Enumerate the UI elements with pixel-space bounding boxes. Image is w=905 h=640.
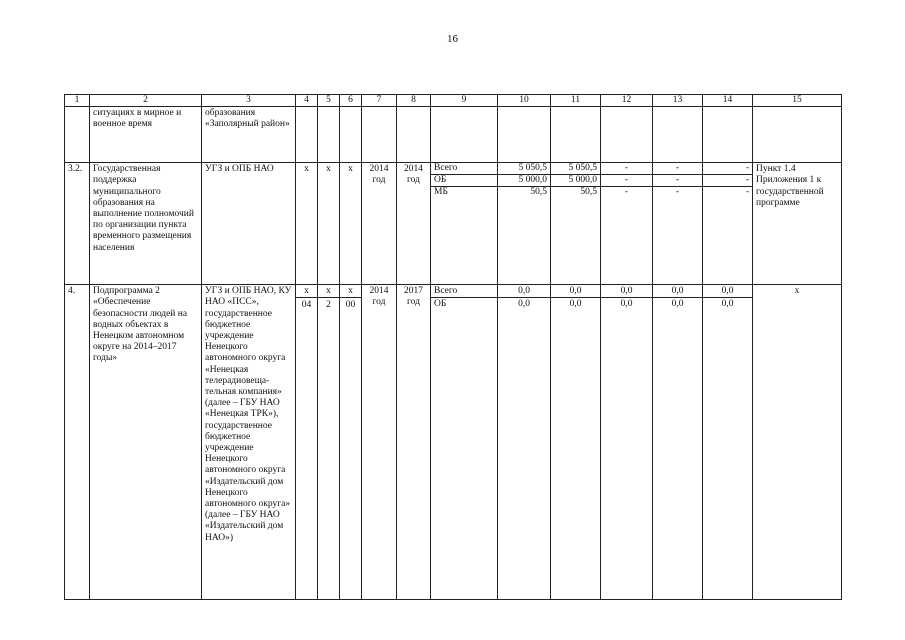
amount-cell [498,285,551,600]
name-cell: ситуациях в мирное и военное время [90,107,202,163]
amount-value: - [745,163,749,174]
header-cell: 14 [703,95,753,107]
code-value: х [296,285,317,298]
amount-value: - [675,163,680,174]
amount-value: 0,0 [551,297,600,310]
amount-value: 5 050,5 [518,163,547,174]
end-year-cell: 2014 год [397,163,431,285]
amount-value: - [703,174,752,186]
amount-value: 0,0 [721,286,734,297]
table-row-4 [65,285,842,600]
executor-cell: УГЗ и ОПБ НАО, КУ НАО «ПСС», государственное бюджетное учреждение Ненецкого автономного округа «Ненецкая телерадиовеща-тельная компания» (далее – ГБУ НАО «Ненецкая ТРК»), государственное бюджетное учреждение Ненецкого автономного округа «Издательский дом Ненецкого автономного округа» (далее – ГБУ НАО «Издательский дом НАО») [202,285,296,600]
amount-value: 50,5 [498,186,550,198]
header-cell: 13 [653,95,703,107]
name-cell: Государственная поддержка муниципального образования на выполнение полномочий по организации пункта временного размещения населения [90,163,202,285]
note-cell: Пункт 1.4 Приложения 1 к государственной программе [753,163,842,285]
executor-cell: УГЗ и ОПБ НАО [202,163,296,285]
amount-value: 0,0 [703,297,752,310]
header-cell: 10 [498,95,551,107]
name-cell: Подпрограмма 2 «Обеспечение безопасности людей на водных объектах в Ненецком автономном округе на 2014–2017 годы» [90,285,202,600]
code-cell: х [318,163,340,285]
header-cell: 11 [551,95,601,107]
amount-value: - [653,186,702,198]
amount-value: - [653,174,702,186]
header-cell: 2 [90,95,202,107]
note-cell: х [753,285,842,600]
funding-source: МБ [431,186,497,198]
amount-value: 0,0 [498,297,550,310]
code-cell [340,285,362,600]
code-cell: х [340,163,362,285]
code-value: х [318,285,339,298]
amount-cell [653,163,703,285]
amount-value: 5 000,0 [551,174,600,186]
funding-source-cell [431,163,498,285]
amount-cell [653,285,703,600]
amount-value: 0,0 [620,286,633,297]
amount-value: 50,5 [551,186,600,198]
amount-cell [703,163,753,285]
code-value: 2 [326,300,331,311]
header-cell: 7 [362,95,397,107]
amount-value: 0,0 [569,286,582,297]
code-cell [318,285,340,600]
amount-value: - [601,186,652,198]
amount-value: 0,0 [671,286,684,297]
code-value: х [340,285,361,298]
funding-source: ОБ [431,174,497,186]
row-number-cell: 4. [65,285,90,600]
funding-source-cell [431,285,498,600]
page-number: 16 [447,33,458,45]
amount-value: 0,0 [653,297,702,310]
end-year-cell: 2017 год [397,285,431,600]
amount-value: 0,0 [601,297,652,310]
header-cell: 4 [296,95,318,107]
header-cell: 1 [65,95,90,107]
start-year-cell: 2014 год [362,285,397,600]
amount-value: - [624,163,629,174]
code-cell [296,285,318,600]
amount-value: 5 050,5 [568,163,597,174]
amount-value: - [703,186,752,198]
amount-cell [601,163,653,285]
header-cell: 12 [601,95,653,107]
row-number-cell [65,107,90,163]
code-value: 00 [345,300,356,311]
amount-cell [551,163,601,285]
start-year-cell: 2014 год [362,163,397,285]
header-cell: 8 [397,95,431,107]
amount-cell [601,285,653,600]
row-number-cell: 3.2. [65,163,90,285]
header-cell: 6 [340,95,362,107]
amount-cell [551,285,601,600]
header-cell: 5 [318,95,340,107]
code-value: 04 [301,300,312,311]
header-cell: 9 [431,95,498,107]
code-cell: х [296,163,318,285]
funding-source: Всего [434,286,458,297]
amount-value: 0,0 [518,286,530,297]
amount-cell [703,285,753,600]
amount-cell [498,163,551,285]
header-row [65,95,842,107]
program-table [64,94,842,600]
amount-value: - [601,174,652,186]
funding-source: ОБ [431,297,497,310]
amount-value: 5 000,0 [498,174,550,186]
header-cell: 15 [753,95,842,107]
executor-cell: образования «Заполярный район» [202,107,296,163]
header-cell: 3 [202,95,296,107]
funding-source: Всего [434,163,458,174]
table-row-continuation [65,107,842,163]
table-row-3-2 [65,163,842,285]
